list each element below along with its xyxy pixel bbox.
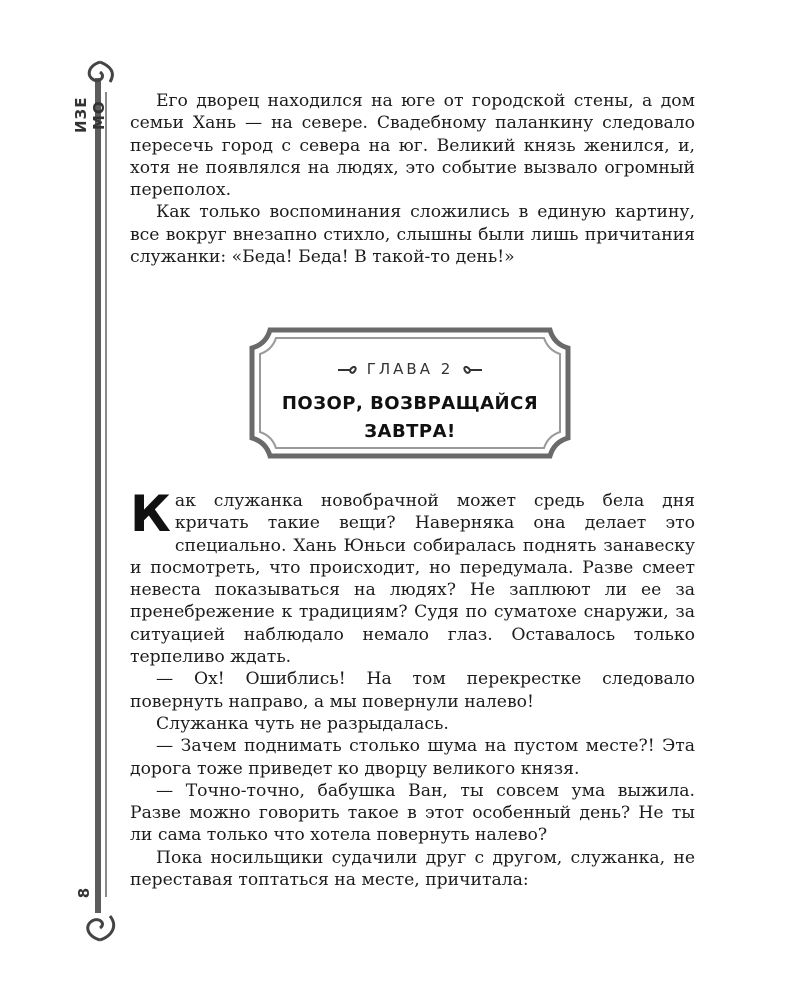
paragraph: — Точно-точно, бабушка Ван, ты совсем ума выжила. Разве можно говорить такое в этот особенный день? Не ты ли сама только что хотела повернуть налево?	[130, 780, 695, 846]
paragraph: Пока носильщики судачили друг с другом, служанка, не переставая топтаться на месте, причитала:	[130, 847, 695, 891]
spine-line	[95, 78, 101, 913]
paragraph-text: ак служанка новобрачной может средь бела дня кричать такие вещи? Наверняка она делает это специально. Хань Юньси собиралась поднять занавеску и посмотреть, что происходит, но передумала. Разве смеет невеста показываться на людях? Не заплюют ли ее за пренебрежение к традициям? Судя по суматохе снаружи, за ситуацией наблюдало немало глаз. Оставалось только терпеливо ждать.	[130, 491, 695, 668]
top-text-block	[130, 90, 695, 268]
page-spine	[0, 0, 140, 1000]
paragraph: — Ох! Ошиблись! На том перекрестке следовало повернуть направо, а мы повернули налево!	[130, 669, 695, 712]
paragraph: Как только воспоминания сложились в единую картину, все вокруг внезапно стихло, слышны были лишь причитания служанки: «Беда! Беда! В такой-то день!»	[130, 202, 695, 268]
spine-line-thin	[105, 92, 107, 897]
chapter-label: ГЛАВА 2	[366, 360, 454, 378]
chapter-title: ПОЗОР, ВОЗВРАЩАЙСЯ ЗАВТРА!	[281, 393, 539, 442]
bottom-text-block	[130, 485, 695, 891]
paragraph: Его дворец находился на юге от городской стены, а дом семьи Хань — на севере. Свадебному паланкину следовало пересечь город с севера на юг. Великий князь женился, и, хотя не появлялся на людях, это событие вызвало огромный переполох.	[130, 91, 695, 201]
paragraph: — Зачем поднимать столько шума на пустом месте?! Эта дорога тоже приведет ко дворцу великого князя.	[130, 736, 695, 779]
paragraph	[130, 485, 695, 668]
bottom-ornament-icon	[78, 912, 122, 942]
author-name: ИЗЕ МО	[72, 96, 108, 134]
page-number: 8	[75, 887, 93, 899]
drop-cap: К	[130, 485, 171, 543]
paragraph: Служанка чуть не разрыдалась.	[156, 713, 449, 734]
chapter-heading	[240, 318, 580, 468]
